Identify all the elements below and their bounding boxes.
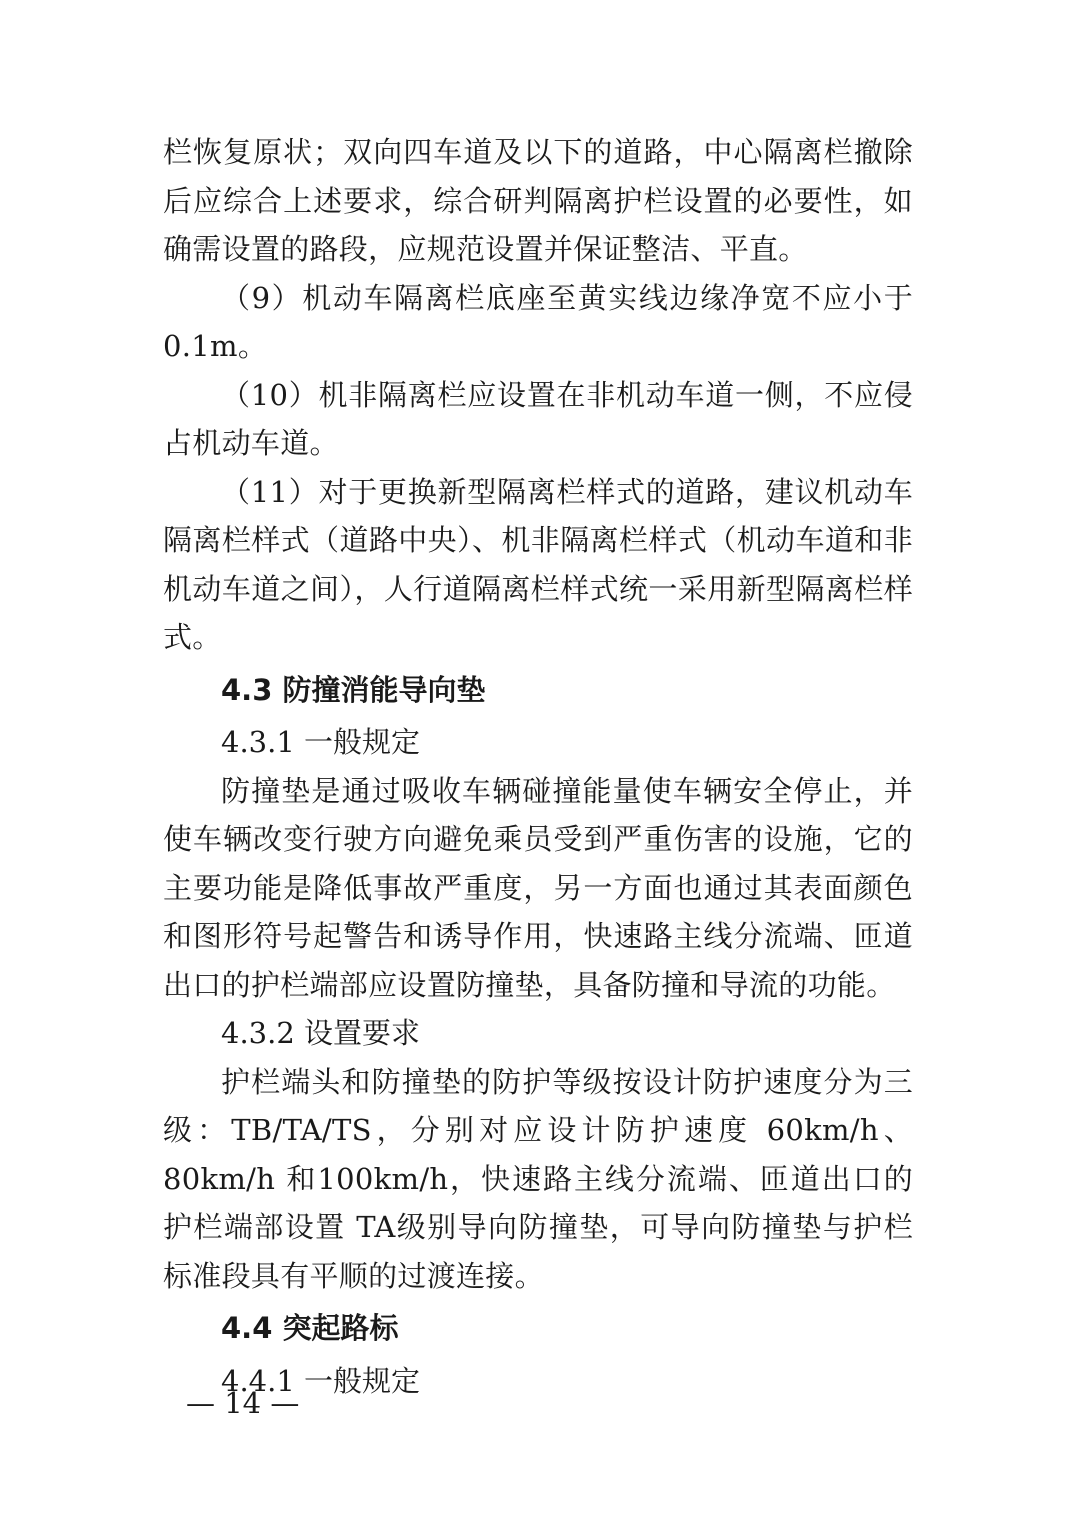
paragraph-crash-cushion-requirements: 护栏端头和防撞垫的防护等级按设计防护速度分为三级：TB/TA/TS，分别对应设计防护速度 60km/h、80km/h 和100km/h，快速路主线分流端、匝道出口的护栏端部设置 TA级别导向防撞垫，可导向防撞垫与护栏标准段具有平顺的过渡连接。 bbox=[163, 1064, 913, 1293]
paragraph-item-9: （9）机动车隔离栏底座至黄实线边缘净宽不应小于0.1m。 bbox=[163, 280, 913, 363]
section-heading-4-4: 4.4 突起路标 bbox=[221, 1311, 399, 1345]
paragraph-item-11: （11）对于更换新型隔离栏样式的道路，建议机动车隔离栏样式（道路中央）、机非隔离栏样式（机动车道和非机动车道之间），人行道隔离栏样式统一采用新型隔离栏样式。 bbox=[163, 474, 913, 654]
section-heading-4-3: 4.3 防撞消能导向垫 bbox=[221, 672, 486, 707]
paragraph-guardrail-restore: 栏恢复原状；双向四车道及以下的道路，中心隔离栏撤除后应综合上述要求，综合研判隔离护栏设置的必要性，如确需设置的路段，应规范设置并保证整洁、平直。 bbox=[163, 135, 913, 266]
document-body bbox=[163, 128, 913, 1405]
paragraph-item-10: （10）机非隔离栏应设置在非机动车道一侧，不应侵占机动车道。 bbox=[163, 377, 913, 460]
subheading-4-3-1: 4.3.1 一般规定 bbox=[221, 725, 421, 759]
page-number: — 14 — bbox=[186, 1386, 300, 1420]
subheading-4-3-2: 4.3.2 设置要求 bbox=[221, 1016, 421, 1050]
paragraph-crash-cushion-definition: 防撞垫是通过吸收车辆碰撞能量使车辆安全停止，并使车辆改变行驶方向避免乘员受到严重伤害的设施，它的主要功能是降低事故严重度，另一方面也通过其表面颜色和图形符号起警告和诱导作用，快速路主线分流端、匝道出口的护栏端部应设置防撞垫，具备防撞和导流的功能。 bbox=[163, 773, 913, 1002]
subheading-4-4-1: 4.4.1 一般规定 bbox=[221, 1363, 421, 1398]
